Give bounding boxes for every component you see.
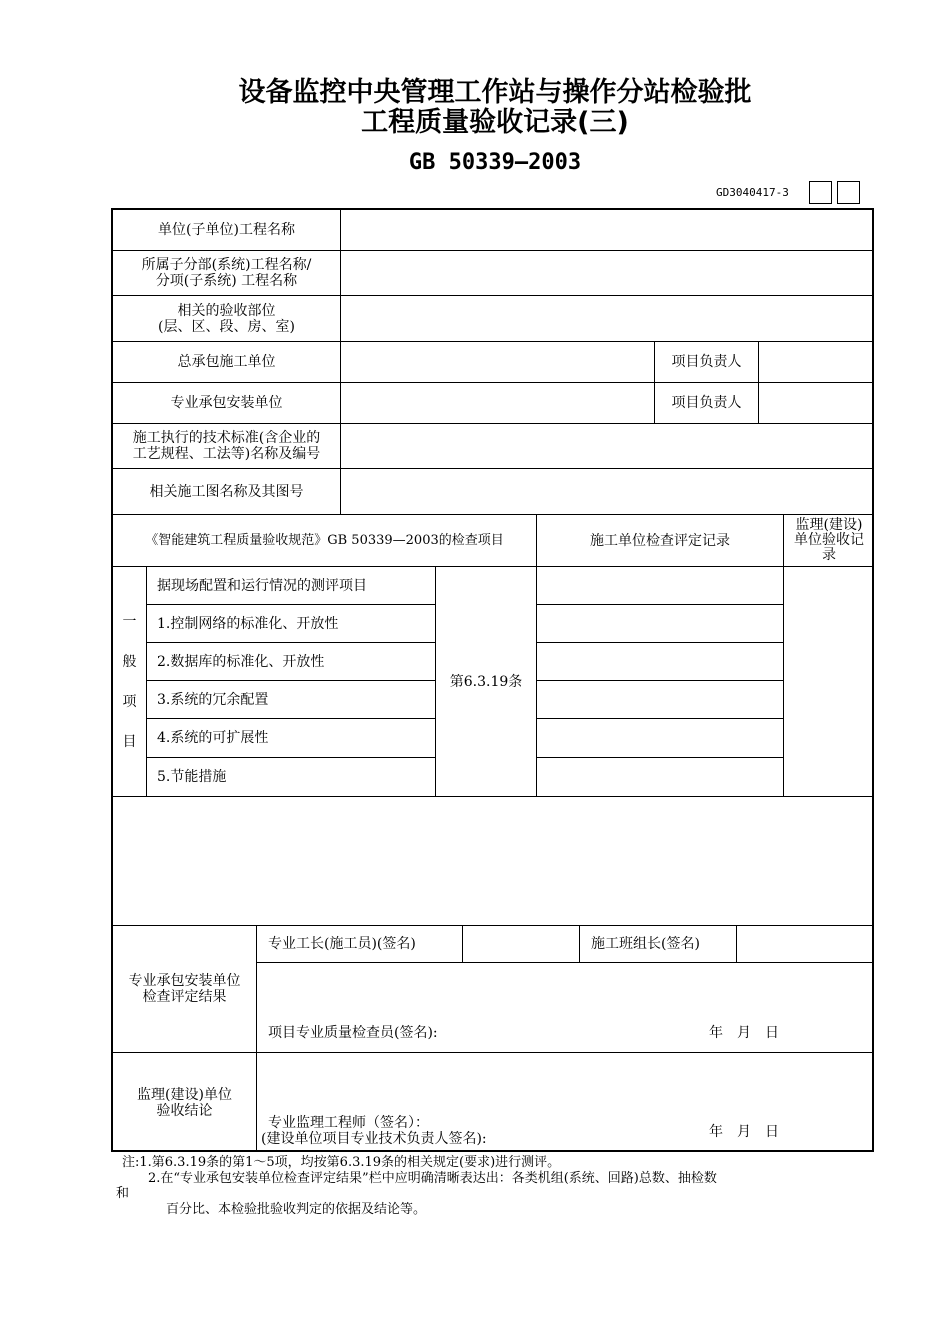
form-code: GD3040417-3	[716, 186, 789, 199]
supervision-conclusion-label: 监理(建设)单位 验收结论	[137, 1086, 232, 1119]
col-divider	[256, 925, 257, 1152]
project-manager-label-1: 项目负责人	[671, 354, 742, 370]
drawing-name-label: 相关施工图名称及其图号	[149, 483, 304, 500]
note-2: 2.在“专业承包安装单位检查评定结果”栏中应明确清晰表达出：各类机组(系统、回路)总数、抽检数	[148, 1171, 717, 1186]
record-cell[interactable]	[537, 758, 783, 796]
owner-rep-label: (建设单位项目专业技术负责人签名):	[261, 1131, 487, 1147]
page-title: 设备监控中央管理工作站与操作分站检验批	[238, 77, 752, 108]
unit-project-name-field[interactable]	[341, 210, 874, 250]
project-manager-field-1[interactable]	[759, 342, 874, 382]
project-manager-label-2: 项目负责人	[671, 395, 742, 411]
supervision-engineer-label: 专业监理工程师（签名）：	[268, 1115, 429, 1131]
blank-remarks-area[interactable]	[113, 797, 874, 925]
standard-code: GB 50339—2003	[408, 150, 582, 175]
specialty-contractor-label: 专业承包安装单位	[170, 395, 283, 411]
quality-inspector-label: 项目专业质量检查员(签名):	[268, 1025, 438, 1041]
unit-project-name-label: 单位(子单位)工程名称	[158, 222, 295, 238]
inspection-item: 据现场配置和运行情况的测评项目	[157, 577, 367, 594]
record-cell[interactable]	[537, 567, 783, 604]
inspection-item: 4.系统的可扩展性	[157, 730, 269, 746]
spec-items-header: 《智能建筑工程质量验收规范》GB 50339—2003的检查项目	[145, 532, 504, 548]
record-cell[interactable]	[537, 719, 783, 757]
record-cell[interactable]	[537, 605, 783, 642]
row-divider	[256, 962, 874, 963]
page-subtitle: 工程质量验收记录(三)	[361, 107, 629, 138]
general-contractor-label: 总承包施工单位	[177, 354, 276, 370]
inspection-item: 1.控制网络的标准化、开放性	[157, 615, 339, 632]
sub-project-name-label: 所属子分部(系统)工程名称/ 分项(子系统) 工程名称	[141, 257, 312, 289]
acceptance-location-label: 相关的验收部位 (层、区、段、房、室)	[158, 302, 295, 335]
sub-project-name-field[interactable]	[341, 251, 874, 295]
note-2-wrap: 和	[116, 1186, 130, 1201]
record-cell[interactable]	[537, 643, 783, 680]
supervision-record-cell[interactable]	[784, 567, 874, 796]
conclusion-date: 年 月 日	[709, 1124, 779, 1140]
team-leader-label: 施工班组长(签名)	[591, 936, 700, 952]
project-manager-field-2[interactable]	[759, 383, 874, 423]
inspection-item: 3.系统的冗余配置	[157, 691, 269, 708]
drawing-name-field[interactable]	[341, 469, 874, 514]
form-table	[111, 208, 874, 1152]
general-contractor-field[interactable]	[341, 342, 654, 382]
col-divider	[579, 925, 580, 962]
general-items-category: 一 般 项 目	[122, 613, 137, 750]
tech-standard-label: 施工执行的技术标准(含企业的 工艺规程、工法等)名称及编号	[132, 430, 321, 462]
note-1: 注:1.第6.3.19条的第1～5项，均按第6.3.19条的相关规定(要求)进行测评。	[122, 1155, 561, 1170]
supervision-record-header: 监理(建设) 单位验收记 录	[794, 517, 864, 563]
construction-record-header: 施工单位检查评定记录	[590, 532, 730, 549]
clause-reference: 第6.3.19条	[449, 673, 523, 690]
contractor-result-label: 专业承包安装单位 检查评定结果	[128, 973, 241, 1005]
result-date: 年 月 日	[709, 1025, 779, 1041]
foreman-label: 专业工长(施工员)(签名)	[268, 936, 416, 952]
record-cell[interactable]	[537, 681, 783, 718]
acceptance-location-field[interactable]	[341, 296, 874, 341]
tech-standard-field[interactable]	[341, 424, 874, 468]
specialty-contractor-field[interactable]	[341, 383, 654, 423]
note-3: 百分比、本检验批验收判定的依据及结论等。	[166, 1202, 427, 1217]
col-divider	[146, 566, 147, 796]
form-code-box-1[interactable]	[809, 181, 832, 204]
inspection-item: 5.节能措施	[157, 769, 227, 785]
form-code-box-2[interactable]	[837, 181, 860, 204]
team-leader-signature-field[interactable]	[737, 926, 874, 962]
inspection-item: 2.数据库的标准化、开放性	[157, 653, 325, 670]
foreman-signature-field[interactable]	[463, 926, 579, 962]
